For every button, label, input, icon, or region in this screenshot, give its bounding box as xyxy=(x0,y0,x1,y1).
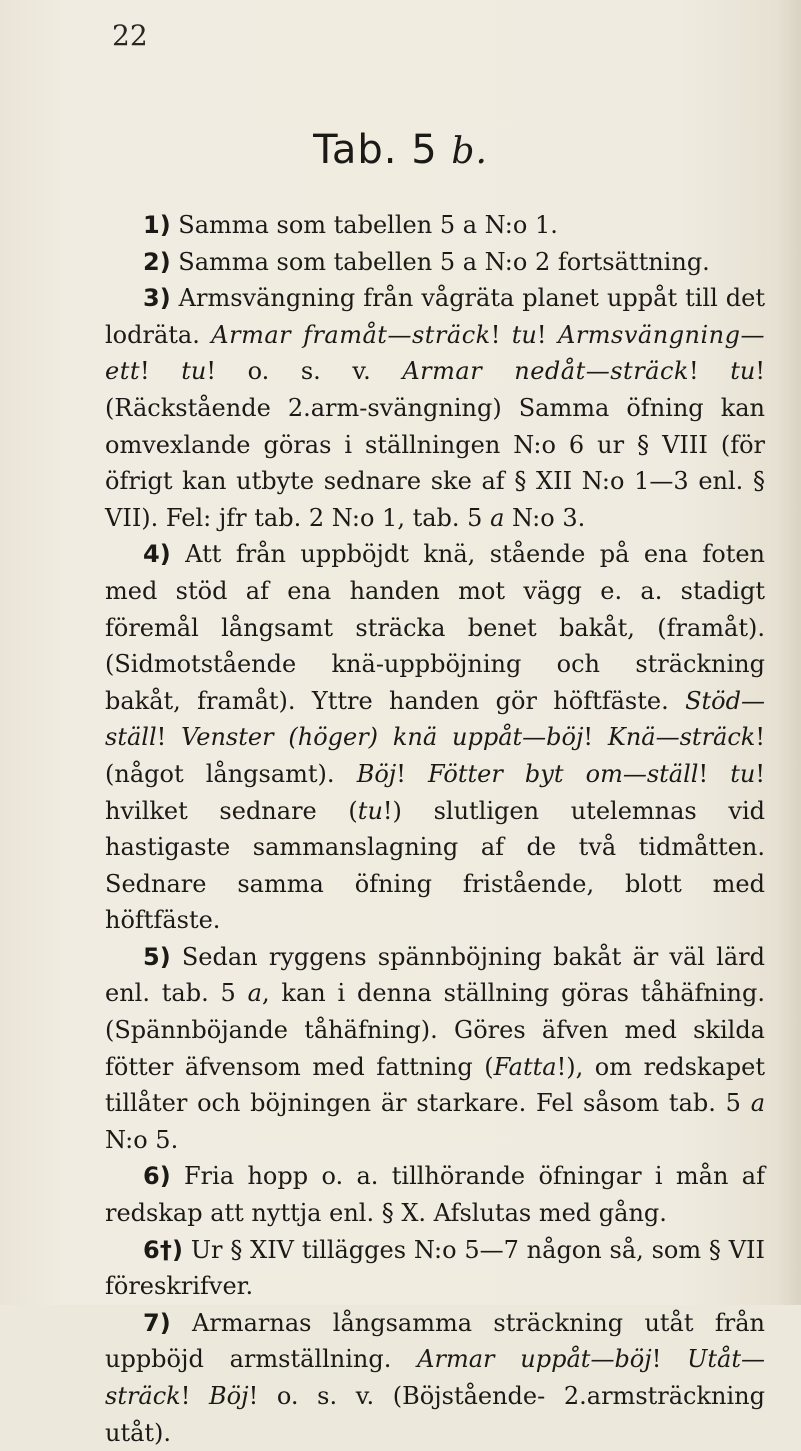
item-text: Att från uppböjdt knä, stående på ena foten med stöd af ena handen mot vägg e. a. stadigt föremål långsamt sträcka benet bakåt, (framåt). (Sidmotstående knä-uppböjning och sträckning bakåt, framåt). Yttre handen gör höftfäste. xyxy=(105,540,765,715)
item-text: , kan i denna ställning göras tåhäfning. (Spännböjande tåhäfning). Göres äfven med skilda fötter äfvensom med fattning ( xyxy=(105,979,765,1081)
item-number: 5) xyxy=(143,942,171,971)
command-text: Böj xyxy=(356,759,397,788)
title-main: Tab. 5 xyxy=(313,127,438,173)
command-text: Armsvängning—ett xyxy=(105,320,766,386)
item-text: ! xyxy=(140,357,182,386)
exercise-item-3 xyxy=(105,280,765,536)
exercise-item-2 xyxy=(105,244,765,281)
page-number: 22 xyxy=(112,19,148,52)
command-text: Armar nedåt—sträck xyxy=(402,357,689,386)
exercise-list xyxy=(105,207,765,1451)
item-text: Armarnas långsamma sträckning utåt från uppböjd armställning. xyxy=(105,1308,765,1374)
page-title xyxy=(0,127,801,175)
item-text: ! (Räckstående 2.arm-svängning) Samma öfning kan omvexlande göras i ställningen N:o 6 ur § VIII (för öfrigt kan utbyte sednare ske af § XII N:o 1—3 enl. § VII). Fel: jfr tab. 2 N:o 1, tab. 5 xyxy=(105,357,765,532)
item-text: ! hvilket sednare ( xyxy=(105,759,766,825)
command-text: tu xyxy=(730,759,756,788)
item-text: N:o 5. xyxy=(105,1125,179,1154)
command-text: Armar uppåt—böj xyxy=(417,1345,652,1374)
item-text: N:o 3. xyxy=(504,503,586,532)
item-text: ! xyxy=(156,723,182,752)
item-text: ! xyxy=(396,759,429,788)
exercise-item-1 xyxy=(105,207,765,244)
item-text: ! xyxy=(536,320,558,349)
item-text: !) slutligen utelemnas vid hastigaste sammanslagning af de två tidmåtten. Sednare samma öfning fristående, blott med höftfäste. xyxy=(105,796,766,935)
item-number: 7) xyxy=(143,1308,171,1337)
item-text: ! xyxy=(180,1382,210,1410)
item-text: ! xyxy=(583,723,608,752)
command-text: Utåt—sträck xyxy=(105,1345,765,1410)
item-text: ! xyxy=(688,357,731,386)
command-text: tu xyxy=(181,357,207,386)
item-number: 2) xyxy=(143,247,171,276)
item-text: Samma som tabellen 5 a N:o 2 fortsättning. xyxy=(170,247,710,276)
exercise-item-5 xyxy=(105,939,765,1159)
item-text: Armsvängning från vågräta planet uppåt till det lodräta. xyxy=(105,284,765,349)
item-text: ! xyxy=(490,320,512,349)
command-text: Stöd—ställ xyxy=(105,686,765,752)
item-text: Sedan ryggens spännböjning bakåt är väl lärd enl. tab. 5 xyxy=(105,942,765,1008)
item-number: 3) xyxy=(143,284,171,313)
title-suffix: b. xyxy=(451,131,488,172)
item-text: ! xyxy=(698,759,731,788)
command-text: a xyxy=(490,503,505,532)
command-text: tu xyxy=(730,357,756,386)
command-text: Fatta xyxy=(493,1052,557,1081)
item-text: Fria hopp o. a. tillhörande öfningar i mån af redskap att nyttja enl. § X. Afslutas med gång. xyxy=(105,1162,765,1228)
item-number: 4) xyxy=(143,540,171,569)
item-text: ! xyxy=(651,1345,688,1374)
command-text: Fötter byt om—ställ xyxy=(428,759,699,788)
item-text: ! o. s. v. xyxy=(206,357,403,386)
item-text: !), om redskapet tillåter och böjningen är starkare. Fel såsom tab. 5 xyxy=(105,1052,765,1118)
command-text: a xyxy=(750,1089,765,1118)
command-text: tu xyxy=(511,320,537,349)
command-text: a xyxy=(247,979,262,1008)
item-text: ! (något långsamt). xyxy=(105,723,765,788)
item-number: 6†) xyxy=(143,1235,184,1264)
command-text: tu xyxy=(357,796,383,825)
item-text: Ur § XIV tillägges N:o 5—7 någon så, som § VII föreskrifver. xyxy=(105,1235,765,1301)
exercise-item-6-dagger xyxy=(105,1232,765,1305)
item-text: ! o. s. v. (Böjstående- 2.armsträckning utåt). xyxy=(105,1382,765,1447)
command-text: Venster (höger) knä uppåt—böj xyxy=(181,723,584,752)
command-text: Böj xyxy=(209,1382,249,1410)
command-text: Armar framåt—sträck xyxy=(211,320,491,349)
exercise-item-4 xyxy=(105,536,765,939)
item-text: Samma som tabellen 5 a N:o 1. xyxy=(170,211,558,239)
exercise-item-7 xyxy=(105,1305,765,1451)
item-number: 1) xyxy=(143,211,171,239)
item-number: 6) xyxy=(143,1162,171,1191)
exercise-item-6 xyxy=(105,1158,765,1231)
command-text: Knä—sträck xyxy=(607,723,756,752)
